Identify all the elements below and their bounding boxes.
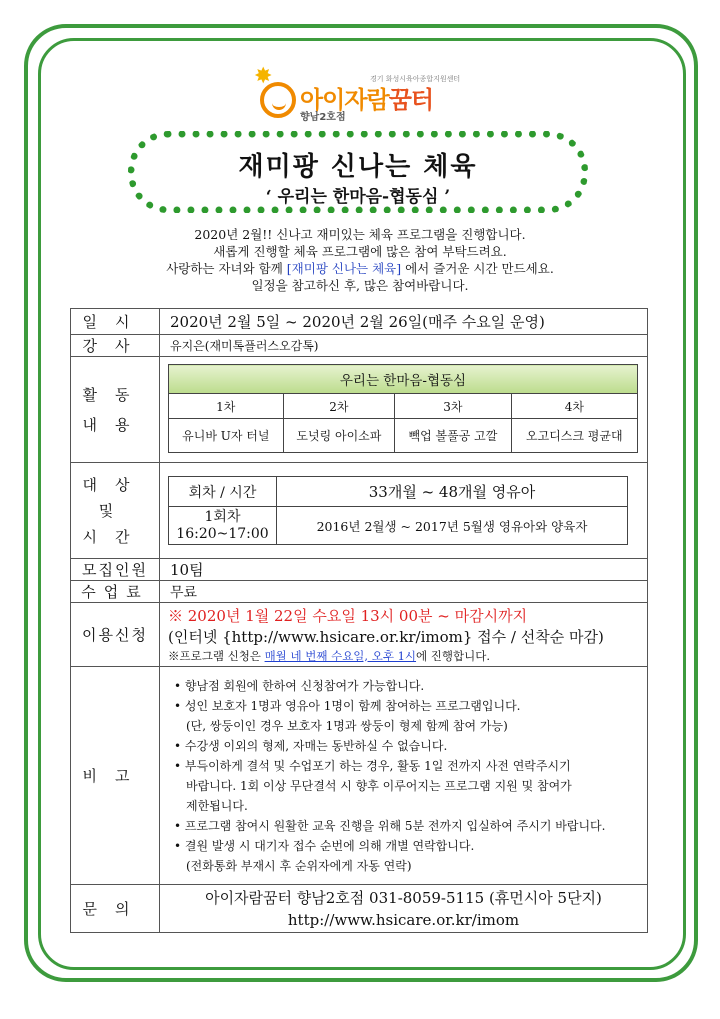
note-item: (단, 쌍둥이인 경우 보호자 1명과 쌍둥이 형제 함께 참여 가능)	[186, 718, 508, 733]
intro-line: 사랑하는 자녀와 함께 [재미팡 신나는 체육] 에서 즐거운 시간 만드세요.	[166, 261, 554, 276]
logo-org: 경기 화성시육아종합지원센터	[370, 75, 461, 83]
label-instructor: 강사	[71, 335, 160, 357]
value-recruit: 10팀	[160, 559, 648, 581]
target-col-header: 회차 / 시간	[169, 477, 277, 507]
label-contact: 문의	[71, 885, 160, 933]
row-contact	[71, 885, 648, 933]
activity-cell	[160, 357, 648, 463]
contact-info: 아이자람꿈터 향남2호점 031-8059-5115 (휴먼시아 5단지)	[205, 888, 602, 907]
intro-line: 일정을 참고하신 후, 많은 참여바랍니다.	[251, 278, 469, 293]
label-notes: 비고	[71, 667, 160, 885]
row-target	[71, 463, 648, 559]
logo-name: 아이자람꿈터	[300, 86, 434, 114]
session-label: 4차	[511, 394, 637, 419]
note-item: • 성인 보호자 1명과 영유아 1명이 함께 참여하는 프로그램입니다.	[174, 696, 647, 716]
value-date: 2020년 2월 5일 ~ 2020년 2월 26일(매주 수요일 운영)	[160, 309, 648, 335]
value-instructor: 유지은(재미톡플러스오감톡)	[160, 335, 648, 357]
activity-header: 우리는 한마음-협동심	[169, 365, 638, 394]
notes-list	[160, 676, 647, 876]
title-box	[128, 131, 588, 213]
page-title: 재미팡 신나는 체육	[238, 152, 478, 182]
activity-table	[168, 364, 638, 453]
value-fee: 무료	[160, 581, 648, 603]
apply-method: (인터넷 {http://www.hsicare.or.kr/imom} 접수 / 선착순 마감)	[168, 627, 604, 646]
logo-branch: 향남2호점	[300, 112, 346, 123]
apply-period: ※ 2020년 1월 22일 수요일 13시 00분 ~ 마감시까지	[168, 606, 528, 625]
star-icon: ✸	[254, 64, 273, 89]
note-item: (전화통화 부재시 후 순위자에게 자동 연락)	[186, 858, 412, 873]
page-subtitle: ‘ 우리는 한마음-협동심 ’	[265, 187, 451, 207]
note-item: • 프로그램 참여시 원활한 교육 진행을 위해 5분 전까지 입실하여 주시기 바랍니다.	[174, 816, 647, 836]
note-item: • 결원 발생 시 대기자 접수 순번에 의해 개별 연락합니다.	[174, 836, 647, 856]
target-session: 1회차 16:20~17:00	[169, 507, 277, 545]
notes-cell	[160, 667, 648, 885]
session-label: 3차	[395, 394, 511, 419]
row-activity	[71, 357, 648, 463]
label-recruit: 모집인원	[71, 559, 160, 581]
row-apply	[71, 603, 648, 667]
activity-item: 유니바 U자 터널	[169, 419, 284, 453]
target-cell	[160, 463, 648, 559]
label-apply: 이용신청	[71, 603, 160, 667]
activity-item: 오고디스크 평균대	[511, 419, 637, 453]
contact-cell	[160, 885, 648, 933]
row-fee	[71, 581, 648, 603]
apply-note: ※프로그램 신청은 매월 네 번째 수요일, 오후 1시에 진행합니다.	[168, 648, 490, 663]
session-label: 2차	[283, 394, 395, 419]
contact-url[interactable]: http://www.hsicare.or.kr/imom	[287, 910, 520, 929]
note-item: 바랍니다. 1회 이상 무단결석 시 향후 이루어지는 프로그램 지원 및 참여가	[186, 778, 572, 793]
row-notes	[71, 667, 648, 885]
target-age: 33개월 ~ 48개월 영유아	[277, 477, 628, 507]
label-target: 대상 및 시간	[71, 463, 160, 559]
target-table	[168, 476, 628, 545]
activity-item: 빽업 볼풀공 고깔	[395, 419, 511, 453]
note-item: • 향남점 회원에 한하여 신청참여가 가능합니다.	[174, 676, 647, 696]
label-activity: 활동 내용	[71, 357, 160, 463]
note-item: • 수강생 이외의 형제, 자매는 동반하실 수 없습니다.	[174, 736, 647, 756]
row-date	[71, 309, 648, 335]
label-date: 일시	[71, 309, 160, 335]
activity-item: 도넛링 아이소파	[283, 419, 395, 453]
note-item: 제한됩니다.	[186, 798, 248, 813]
row-instructor	[71, 335, 648, 357]
logo	[252, 64, 512, 123]
target-desc: 2016년 2월생 ~ 2017년 5월생 영유아와 양육자	[277, 507, 628, 545]
smile-face-icon	[260, 82, 296, 118]
label-fee: 수업료	[71, 581, 160, 603]
note-item: • 부득이하게 결석 및 수업포기 하는 경우, 활동 1일 전까지 사전 연락주시기	[174, 756, 647, 776]
intro-line: 새롭게 진행할 체육 프로그램에 많은 참여 부탁드려요.	[213, 244, 507, 259]
apply-cell	[160, 603, 648, 667]
row-recruit	[71, 559, 648, 581]
info-table	[70, 308, 648, 933]
session-label: 1차	[169, 394, 284, 419]
intro-line: 2020년 2월!! 신나고 재미있는 체육 프로그램을 진행합니다.	[194, 227, 526, 242]
intro-text	[100, 226, 620, 294]
